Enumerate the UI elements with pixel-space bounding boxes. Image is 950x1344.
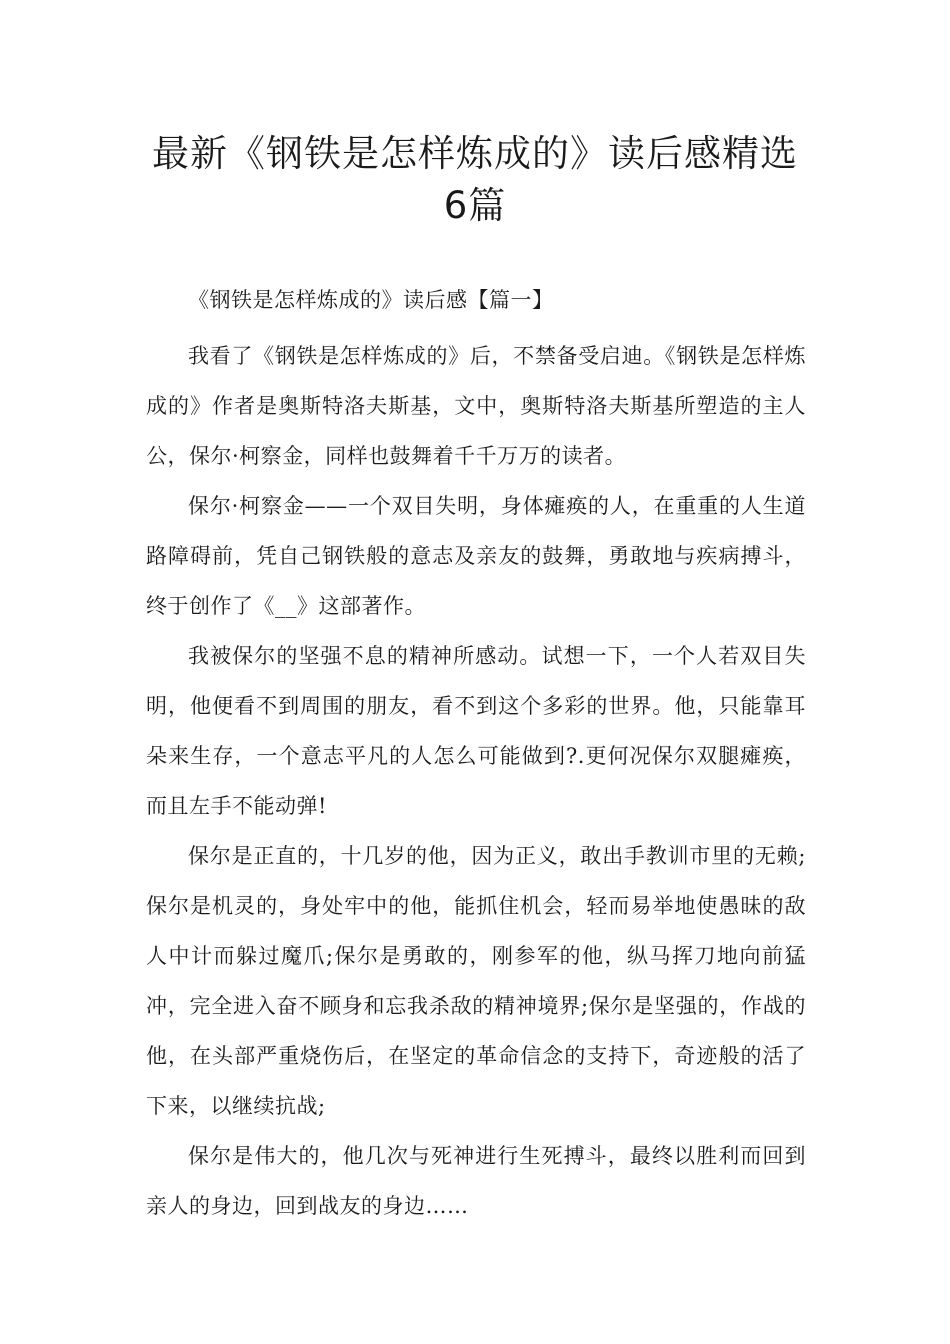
paragraph-1: 我看了《钢铁是怎样炼成的》后，不禁备受启迪。《钢铁是怎样炼成的》作者是奥斯特洛夫斯基，文中，奥斯特洛夫斯基所塑造的主人公，保尔·柯察金，同样也鼓舞着千千万万的读者。 [146, 344, 806, 468]
paragraph-5: 保尔是伟大的，他几次与死神进行生死搏斗，最终以胜利而回到亲人的身边，回到战友的身边…… [146, 1144, 806, 1218]
paragraph-2: 保尔·柯察金——一个双目失明，身体瘫痪的人，在重重的人生道路障碍前，凭自己钢铁般的意志及亲友的鼓舞，勇敢地与疾病搏斗，终于创作了《__》这部著作。 [146, 494, 806, 618]
section-heading: 《钢铁是怎样炼成的》读后感【篇一】 [188, 288, 554, 312]
paragraph-4: 保尔是正直的，十几岁的他，因为正义，敢出手教训市里的无赖;保尔是机灵的，身处牢中的他，能抓住机会，轻而易举地使愚昧的敌人中计而躲过魔爪;保尔是勇敢的，刚参军的他，纵马挥刀地向前猛冲，完全进入奋不顾身和忘我杀敌的精神境界;保尔是坚强的，作战的他，在头部严重烧伤后，在坚定的革命信念的支持下，奇迹般的活了下来，以继续抗战; [146, 844, 806, 1118]
document-body [146, 281, 806, 1231]
paragraph-3: 我被保尔的坚强不息的精神所感动。试想一下，一个人若双目失明，他便看不到周围的朋友，看不到这个多彩的世界。他，只能靠耳朵来生存，一个意志平凡的人怎么可能做到?.更何况保尔双腿瘫痪，而且左手不能动弹! [146, 644, 806, 818]
document-title [120, 128, 830, 232]
title-line-2: 6篇 [443, 184, 507, 227]
title-line-1: 最新《钢铁是怎样炼成的》读后感精选 [152, 132, 798, 175]
